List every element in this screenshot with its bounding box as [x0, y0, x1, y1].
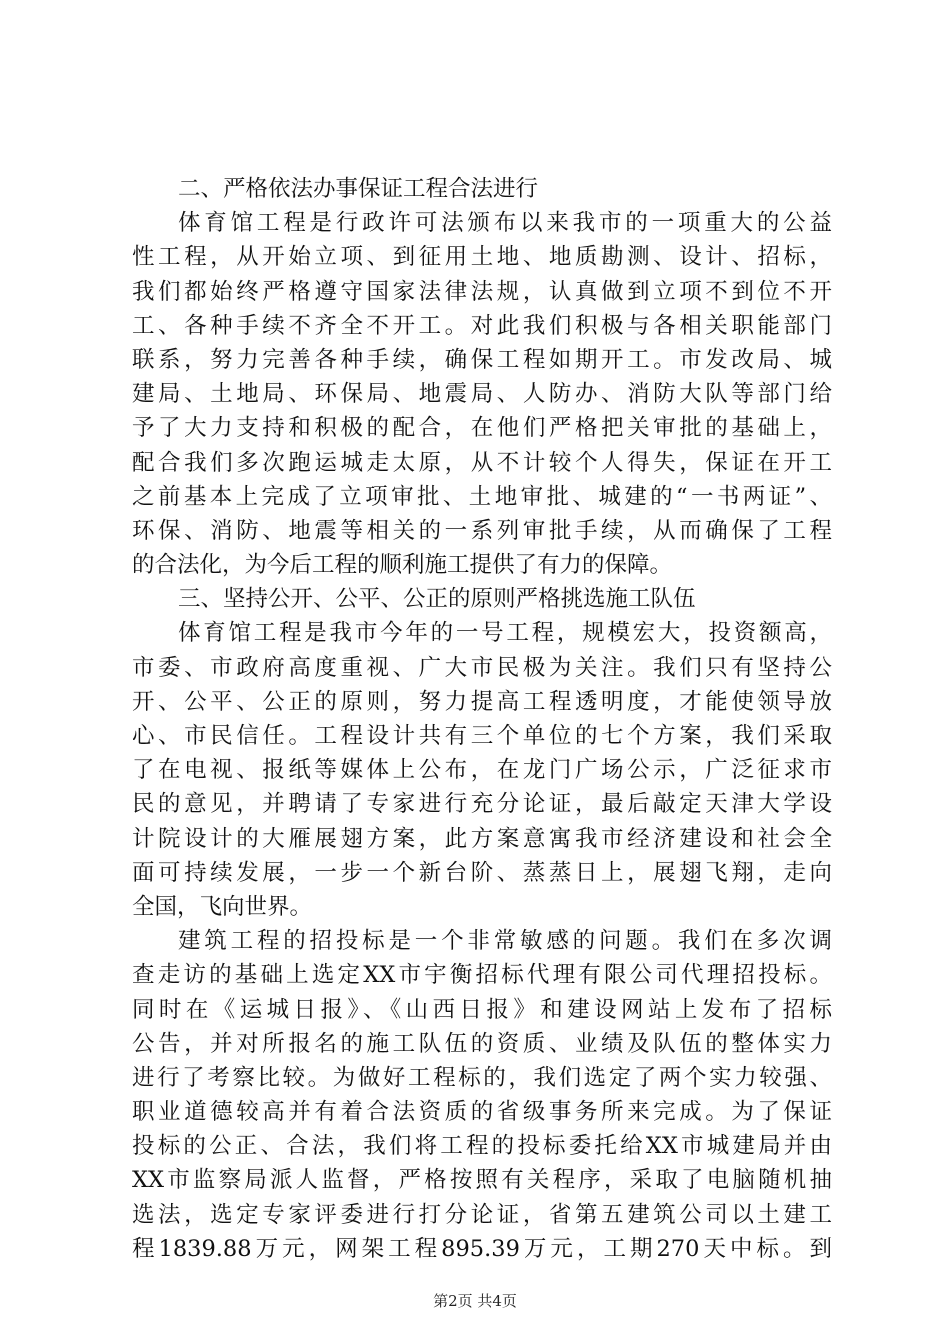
document-body [132, 172, 832, 1266]
text-line: 建筑工程的招投标是一个非常敏感的问题。我们在多次调 [178, 928, 832, 955]
text-line: 计院设计的大雁展翅方案，此方案意寓我市经济建设和社会全 [132, 825, 832, 852]
section-heading [132, 172, 832, 206]
text-line: 程1839.88万元，网架工程895.39万元，工期270天中标。到 [132, 1235, 832, 1262]
text-line: 三、坚持公开、公平、公正的原则严格挑选施工队伍 [178, 586, 696, 613]
text-line: 体育馆工程是我市今年的一号工程，规模宏大，投资额高， [178, 620, 832, 647]
text-line: 进行了考察比较。为做好工程标的，我们选定了两个实力较强、 [132, 1064, 832, 1091]
text-line: 予了大力支持和积极的配合，在他们严格把关审批的基础上， [132, 415, 832, 442]
text-line: 同时在《运城日报》、《山西日报》和建设网站上发布了招标 [132, 996, 832, 1023]
text-line: 性工程，从开始立项、到征用土地、地质勘测、设计、招标， [132, 244, 832, 271]
text-line: 之前基本上完成了立项审批、土地审批、城建的“一书两证”、 [132, 483, 832, 510]
text-line: 投标的公正、合法，我们将工程的投标委托给XX市城建局并由 [132, 1133, 832, 1160]
text-line: 联系，努力完善各种手续，确保工程如期开工。市发改局、城 [132, 346, 832, 373]
page-footer [0, 1290, 950, 1311]
text-line: XX市监察局派人监督，严格按照有关程序，采取了电脑随机抽 [132, 1167, 832, 1194]
text-line: 面可持续发展，一步一个新台阶、蒸蒸日上，展翅飞翔，走向 [132, 859, 832, 886]
text-line: 查走访的基础上选定XX市宇衡招标代理有限公司代理招投标。 [132, 962, 832, 989]
paragraph [132, 206, 832, 582]
text-line: 环保、消防、地震等相关的一系列审批手续，从而确保了工程 [132, 517, 832, 544]
text-line: 公告，并对所报名的施工队伍的资质、业绩及队伍的整体实力 [132, 1030, 832, 1057]
text-line: 市委、市政府高度重视、广大市民极为关注。我们只有坚持公 [132, 654, 832, 681]
text-line: 的合法化，为今后工程的顺利施工提供了有力的保障。 [132, 552, 673, 579]
text-line: 全国，飞向世界。 [132, 893, 313, 920]
text-line: 民的意见，并聘请了专家进行充分论证，最后敲定天津大学设 [132, 791, 832, 818]
page-number-label: 第2页 共4页 [433, 1292, 517, 1310]
text-line: 配合我们多次跑运城走太原，从不计较个人得失，保证在开工 [132, 449, 832, 476]
section-heading [132, 582, 832, 616]
text-line: 建局、土地局、环保局、地震局、人防办、消防大队等部门给 [132, 381, 832, 408]
paragraph [132, 924, 832, 1266]
text-line: 体育馆工程是行政许可法颁布以来我市的一项重大的公益 [178, 210, 832, 237]
text-line: 工、各种手续不齐全不开工。对此我们积极与各相关职能部门 [132, 312, 832, 339]
text-line: 开、公平、公正的原则，努力提高工程透明度，才能使领导放 [132, 688, 832, 715]
text-line: 选法，选定专家评委进行打分论证，省第五建筑公司以土建工 [132, 1201, 832, 1228]
text-line: 我们都始终严格遵守国家法律法规，认真做到立项不到位不开 [132, 278, 832, 305]
text-line: 职业道德较高并有着合法资质的省级事务所来完成。为了保证 [132, 1099, 832, 1126]
text-line: 了在电视、报纸等媒体上公布，在龙门广场公示，广泛征求市 [132, 757, 832, 784]
paragraph [132, 616, 832, 924]
text-line: 二、严格依法办事保证工程合法进行 [178, 176, 539, 202]
text-line: 心、市民信任。工程设计共有三个单位的七个方案，我们采取 [132, 723, 832, 749]
